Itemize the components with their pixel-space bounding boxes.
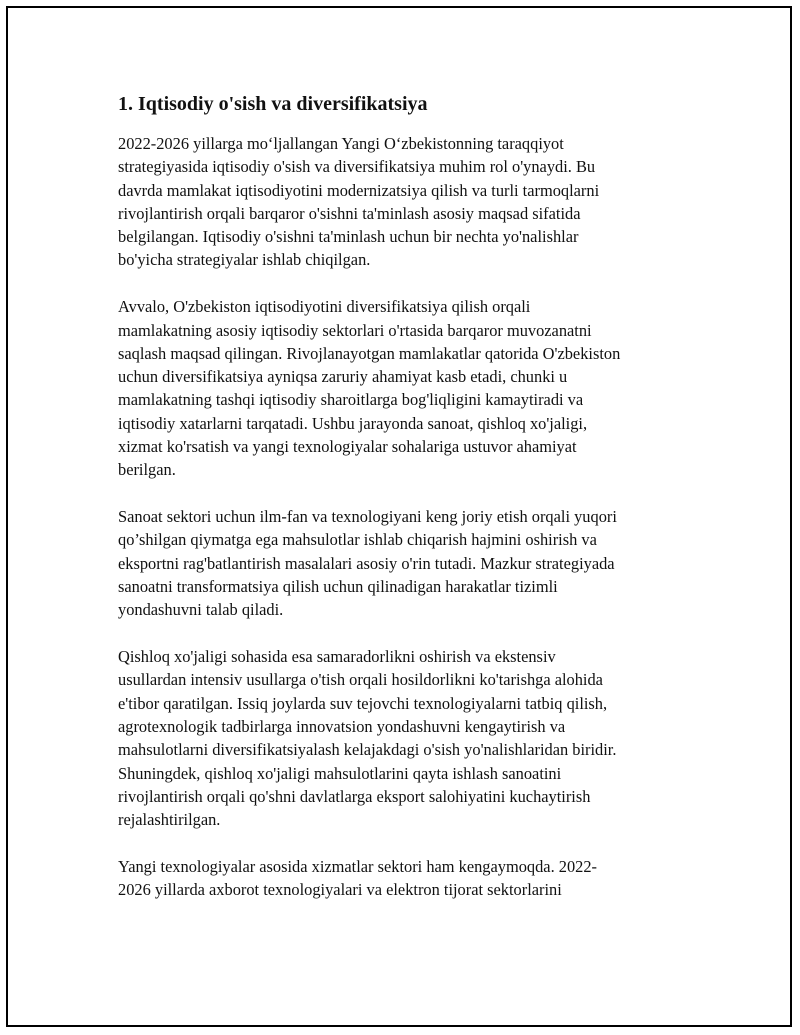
text-line: agrotexnologik tadbirlarga innovatsion yondashuvni kengaytirish va (118, 717, 566, 737)
text-line: Sanoat sektori uchun ilm-fan va texnologiyani keng joriy etish orqali yuqori (118, 507, 617, 527)
text-line: Shuningdek, qishloq xo'jaligi mahsulotlarini qayta ishlash sanoatini (118, 763, 562, 783)
text-line: xizmat ko'rsatish va yangi texnologiyalar sohalariga ustuvor ahamiyat (118, 437, 577, 457)
paragraph-1 (118, 132, 690, 272)
text-line: uchun diversifikatsiya ayniqsa zaruriy ahamiyat kasb etadi, chunki u (118, 367, 568, 387)
text-line: yondashuvni talab qiladi. (118, 600, 284, 620)
text-line: mamlakatning tashqi iqtisodiy sharoitlarga bog'liqligini kamaytiradi va (118, 390, 584, 410)
text-line: mahsulotlarni diversifikatsiyalash kelajakdagi o'sish yo'nalishlaridan biridir. (118, 740, 617, 760)
text-line: qo’shilgan qiymatga ega mahsulotlar ishlab chiqarish hajmini oshirish va (118, 530, 597, 550)
text-line: bo'yicha strategiyalar ishlab chiqilgan. (118, 250, 371, 270)
document-body (118, 90, 690, 925)
text-line: Yangi texnologiyalar asosida xizmatlar sektori ham kengaymoqda. 2022- (118, 857, 598, 877)
text-line: iqtisodiy xatarlarni tarqatadi. Ushbu jarayonda sanoat, qishloq xo'jaligi, (118, 413, 588, 433)
paragraph-4 (118, 645, 690, 831)
text-line: strategiyasida iqtisodiy o'sish va diversifikatsiya muhim rol o'ynaydi. Bu (118, 157, 596, 177)
text-line: rejalashtirilgan. (118, 810, 221, 830)
text-line: mamlakatning asosiy iqtisodiy sektorlari o'rtasida barqaror muvozanatni (118, 320, 592, 340)
text-line: berilgan. (118, 460, 176, 480)
text-line: 2022-2026 yillarga mo‘ljallangan Yangi O‘zbekistonning taraqqiyot (118, 134, 564, 153)
text-line: rivojlantirish orqali qo'shni davlatlarga eksport salohiyatini kuchaytirish (118, 786, 591, 806)
text-line: rivojlantirish orqali barqaror o'sishni ta'minlash asosiy maqsad sifatida (118, 203, 581, 223)
text-line: belgilangan. Iqtisodiy o'sishni ta'minlash uchun bir nechta yo'nalishlar (118, 227, 579, 247)
text-line: eksportni rag'batlantirish masalalari asosiy o'rin tutadi. Mazkur strategiyada (118, 553, 615, 573)
text-line: Avvalo, O'zbekiston iqtisodiyotini diversifikatsiya qilish orqali (118, 297, 531, 317)
paragraph-2 (118, 295, 690, 481)
paragraph-5 (118, 855, 690, 902)
text-line: usullardan intensiv usullarga o'tish orqali hosildorlikni ko'tarishga alohida (118, 670, 603, 690)
text-line: sanoatni transformatsiya qilish uchun qilinadigan harakatlar tizimli (118, 577, 558, 597)
text-line: Qishloq xo'jaligi sohasida esa samaradorlikni oshirish va ekstensiv (118, 647, 556, 667)
text-line: saqlash maqsad qilingan. Rivojlanayotgan mamlakatlar qatorida O'zbekiston (118, 343, 621, 363)
paragraph-3 (118, 505, 690, 621)
text-line: e'tibor qaratilgan. Issiq joylarda suv tejovchi texnologiyalarni tatbiq qilish, (118, 693, 608, 713)
text-line: davrda mamlakat iqtisodiyotini modernizatsiya qilish va turli tarmoqlarni (118, 180, 600, 200)
section-heading: 1. Iqtisodiy o'sish va diversifikatsiya (118, 93, 428, 115)
text-line: 2026 yillarda axborot texnologiyalari va elektron tijorat sektorlarini (118, 880, 562, 900)
